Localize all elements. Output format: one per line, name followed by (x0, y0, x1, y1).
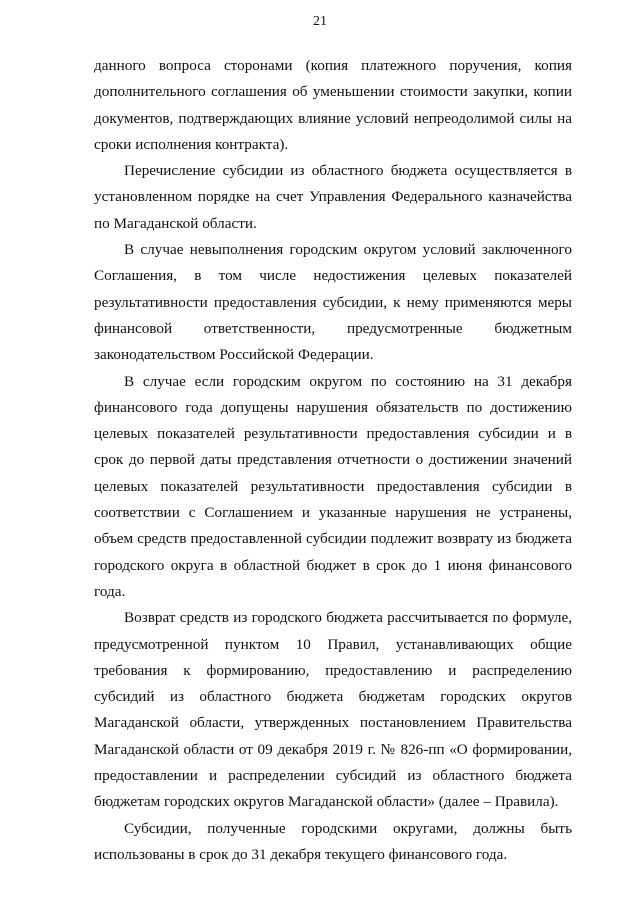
paragraph-financial-responsibility: В случае невыполнения городским округом условий заключенного Соглашения, в том числе недостижения целевых показателей результативности предоставления субсидии, к нему применяются меры финансовой ответственности, предусмотренные бюджетным законодательством Российской Федерации. (94, 241, 572, 364)
paragraph-violations-refund: В случае если городским округом по состоянию на 31 декабря финансового года допущены нарушения обязательств по достижению целевых показателей результативности предоставления субсидии и в срок до первой даты представления отчетности о достижении значений целевых показателей результативности предоставления субсидии в соответствии с Соглашением и указанные нарушения не устранены, объем средств предоставленной субсидии подлежит возврату из бюджета городского округа в областной бюджет в срок до 1 июня финансового года. (94, 372, 572, 600)
paragraph-refund-formula: Возврат средств из городского бюджета рассчитывается по формуле, предусмотренной пунктом 10 Правил, устанавливающих общие требования к формированию, предоставлению и распределению субсидий из областного бюджета бюджетам городских округов Магаданской области, утвержденных постановлением Правительства Магаданской области от 09 декабря 2019 г. № 826-пп «О формировании, предоставлении и распределении субсидий из областного бюджета бюджетам городских округов Магаданской области» (далее – Правила). (94, 609, 572, 811)
page-number: 21 (313, 14, 327, 29)
document-body (94, 53, 572, 868)
paragraph-subsidy-transfer: Перечисление субсидии из областного бюджета осуществляется в установленном порядке на счет Управления Федерального казначейства по Магаданской области. (94, 162, 572, 232)
paragraph-continuation: данного вопроса сторонами (копия платежного поручения, копия дополнительного соглашения об уменьшении стоимости закупки, копии документов, подтверждающих влияние условий непреодолимой силы на сроки исполнения контракта). (94, 57, 572, 153)
paragraph-usage-deadline: Субсидии, полученные городскими округами, должны быть использованы в срок до 31 декабря текущего финансового года. (94, 819, 572, 863)
